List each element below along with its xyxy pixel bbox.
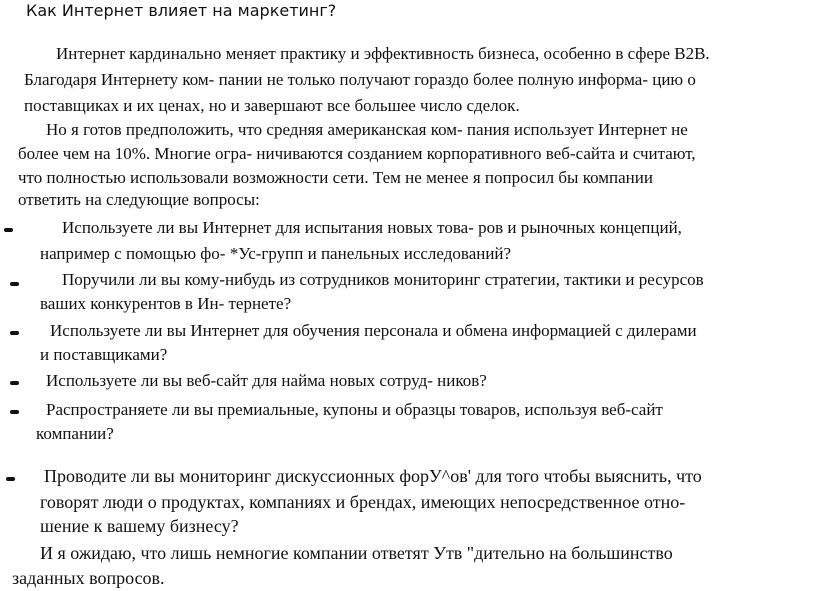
question-4-line-1: Используете ли вы веб-сайт для найма новых сотруд- ников? — [46, 371, 487, 390]
paragraph-2-line-2: более чем на 10%. Многие огра- ничиваются созданием корпоративного веб-сайта и считают, — [18, 144, 696, 163]
question-2-line-2: ваших конкурентов в Ин- тернете? — [40, 294, 292, 313]
paragraph-2-line-1: Но я готов предположить, что средняя американская ком- пания использует Интернет не — [46, 120, 688, 139]
paragraph-2-line-3: что полностью использовали возможности сети. Тем не менее я попросил бы компании — [18, 168, 653, 187]
question-3-line-2: и поставщиками? — [40, 345, 168, 364]
bullet-dash-icon — [4, 228, 13, 232]
bullet-dash-icon — [6, 477, 15, 481]
question-6-line-1: Проводите ли вы мониторинг дискуссионных форУ^ов' для того чтобы выяснить, что — [44, 466, 702, 486]
question-5-line-1: Распространяете ли вы премиальные, купоны и образцы товаров, используя веб-сайт — [46, 400, 663, 419]
paragraph-1-line-3: поставщиках и их ценах, но и завершают все большее число сделок. — [24, 96, 520, 115]
question-5-line-2: компании? — [36, 424, 114, 443]
question-1-line-1: Используете ли вы Интернет для испытания новых това- ров и рыночных концепций, — [62, 218, 682, 237]
bullet-dash-icon — [10, 331, 19, 335]
bullet-dash-icon — [10, 410, 19, 414]
closing-line-2: заданных вопросов. — [12, 568, 165, 588]
question-3-line-1: Используете ли вы Интернет для обучения персонала и обмена информацией с дилерами — [50, 321, 697, 340]
question-6-line-3: шение к вашему бизнесу? — [40, 516, 239, 536]
paragraph-1-line-2: Благодаря Интернету ком- пании не только получают гораздо более полную информа- цию о — [24, 70, 696, 89]
question-2-line-1: Поручили ли вы кому-нибудь из сотрудников мониторинг стратегии, тактики и ресурсов — [62, 270, 704, 289]
closing-line-1: И я ожидаю, что лишь немногие компании ответят Утв "дительно на большинство — [40, 543, 673, 563]
paragraph-1-line-1: Интернет кардинально меняет практику и эффективность бизнеса, особенно в сфере B2B. — [56, 44, 710, 63]
page-title: Как Интернет влияет на маркетинг? — [26, 1, 337, 20]
bullet-dash-icon — [10, 381, 19, 385]
question-6-line-2: говорят люди о продуктах, компаниях и брендах, имеющих непосредственное отно- — [40, 492, 686, 512]
bullet-dash-icon — [10, 282, 19, 286]
question-1-line-2: например с помощью фо- *Ус-групп и панельных исследований? — [40, 244, 512, 263]
paragraph-2-line-4: ответить на следующие вопросы: — [18, 190, 260, 209]
